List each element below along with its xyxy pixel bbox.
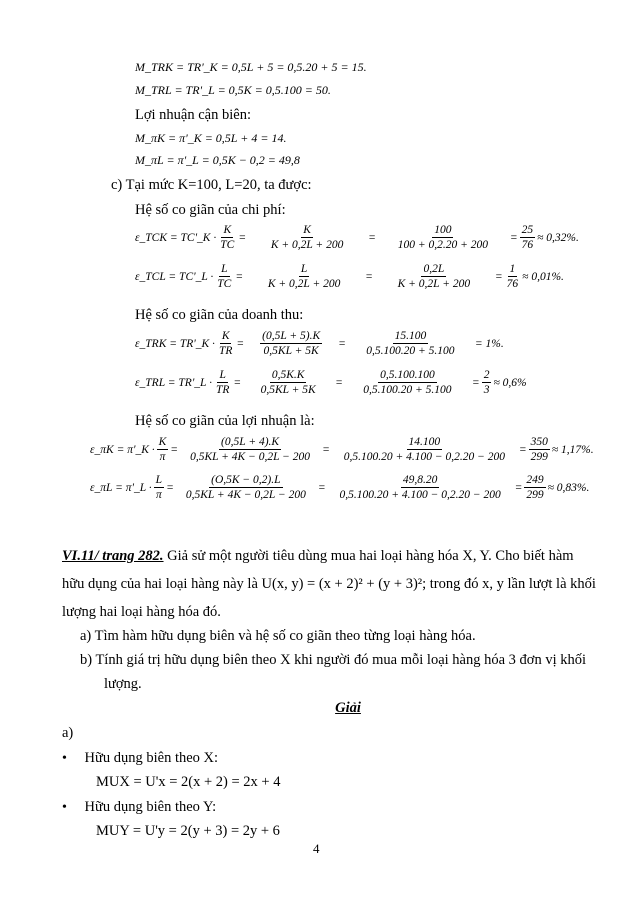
denominator: TC <box>220 239 235 251</box>
lhs: ε_TCL = TC'_L · <box>135 270 214 283</box>
bullet-item-mux <box>62 749 218 768</box>
result: ≈ 0,6% <box>493 376 527 389</box>
solution-title: Giải <box>335 700 361 716</box>
lhs: ε_TCK = TC'_K · <box>135 231 217 244</box>
denominator: 299 <box>530 451 548 463</box>
problem-text: Giả sử một người tiêu dùng mua hai loại hàng hóa X, Y. Cho biết hàm <box>163 548 574 564</box>
result: ≈ 1,17%. <box>551 443 594 456</box>
elasticity-tcl-equation: ε_TCL = TC'_L · $\frac{L}{TC}$ = $\frac{L}{K + 0,2L + 200}$ = $\frac{0,2L}{K + 0,2L + 200}$ = $\frac{1}{76}$ ≈ 0,01%. <box>135 263 564 290</box>
numerator: 2 <box>483 369 490 381</box>
bullet-text: Hữu dụng biên theo Y: <box>84 799 217 815</box>
result: ≈ 0,01%. <box>522 270 564 283</box>
result: = 1%. <box>474 337 504 350</box>
lhs: ε_TRK = TR'_K · <box>135 337 215 350</box>
numerator: K <box>303 224 311 236</box>
mp-l-formula: M_πL = π'_L = 0,5K − 0,2 = 49,8 <box>135 153 300 167</box>
mr-l-formula: M_TRL = TR'_L = 0,5K = 0,5.100 = 50. <box>135 83 331 97</box>
result: ≈ 0,83%. <box>547 481 590 494</box>
problem-statement-line1 <box>62 547 574 565</box>
elasticity-pl-equation: ε_πL = π'_L · $\frac{L}{\pi}$ = $\frac{(O,5K - 0,2).L}{0,5KL + 4K - 0,2L - 200}$ = $\frac{49,8.20}{0,5.100.20 + 4.100 - 0,2.20 - 200}$ = $\frac{249}{299}$ ≈ 0,83%. <box>90 474 590 501</box>
numerator: 100 <box>434 224 452 236</box>
lhs: ε_πK = π'_K · <box>90 443 155 456</box>
denominator: 0,5KL + 5K <box>260 384 316 396</box>
bullet-text: Hữu dụng biên theo X: <box>84 750 219 766</box>
denominator: TR <box>218 345 233 357</box>
numerator: L <box>221 263 228 275</box>
part-a-label: a) <box>62 725 74 741</box>
lhs: ε_TRL = TR'_L · <box>135 376 212 389</box>
denominator: π <box>155 489 162 501</box>
numerator: 14.100 <box>408 436 441 448</box>
numerator: L <box>300 263 308 275</box>
denominator: K + 0,2L + 200 <box>397 278 471 290</box>
numerator: 0,2L <box>423 263 445 275</box>
denominator: 0,5KL + 4K − 0,2L − 200 <box>185 489 306 501</box>
denominator: 0,5.100.20 + 5.100 <box>363 384 452 396</box>
problem-ref: VI.11/ trang 282. <box>62 548 164 564</box>
denominator: K + 0,2L + 200 <box>270 239 344 251</box>
profit-elasticity-heading: Hệ số co giãn của lợi nhuận là: <box>135 413 315 429</box>
muy-formula: MUY = U'y = 2(y + 3) = 2y + 6 <box>96 823 280 839</box>
denominator: 0,5KL + 4K − 0,2L − 200 <box>190 451 311 463</box>
revenue-elasticity-heading: Hệ số co giãn của doanh thu: <box>135 307 304 323</box>
result: ≈ 0,32%. <box>537 231 579 244</box>
denominator: 100 + 0,2.20 + 200 <box>397 239 488 251</box>
numerator: 49,8.20 <box>402 474 438 486</box>
denominator: 76 <box>521 239 534 251</box>
lhs: ε_πL = π'_L · <box>90 481 152 494</box>
numerator: K <box>223 224 232 236</box>
numerator: L <box>219 369 226 381</box>
denominator: 76 <box>506 278 519 290</box>
denominator: 3 <box>483 384 490 396</box>
numerator: (O,5K − 0,2).L <box>211 474 281 486</box>
numerator: 350 <box>530 436 548 448</box>
numerator: 15.100 <box>394 330 427 342</box>
profit-heading: Lợi nhuận cận biên: <box>135 107 251 123</box>
bullet-icon: • <box>62 751 67 766</box>
denominator: 0,5.100.20 + 4.100 − 0,2.20 − 200 <box>343 451 505 463</box>
denominator: 0,5.100.20 + 5.100 <box>366 345 455 357</box>
cost-elasticity-heading: Hệ số co giãn của chi phí: <box>135 202 286 218</box>
denominator: 0,5.100.20 + 4.100 − 0,2.20 − 200 <box>339 489 501 501</box>
denominator: 0,5KL + 5K <box>263 345 319 357</box>
numerator: K <box>221 330 230 342</box>
bullet-item-muy <box>62 798 216 817</box>
bullet-icon: • <box>62 800 67 815</box>
elasticity-pk-equation: ε_πK = π'_K · $\frac{K}{\pi}$ = $\frac{(0,5L + 4).K}{0,5KL + 4K - 0,2L - 200}$ = $\frac{14.100}{0,5.100.20 + 4.100 - 0,2.20 - 200}$ = $\frac{350}{299}$ ≈ 1,17%. <box>90 436 594 463</box>
denominator: TC <box>217 278 232 290</box>
numerator: 25 <box>521 224 534 236</box>
problem-item-a: a) Tìm hàm hữu dụng biên và hệ số co giãn theo từng loại hàng hóa. <box>80 628 476 644</box>
numerator: (0,5L + 4).K <box>221 436 280 448</box>
denominator: π <box>159 451 166 463</box>
elasticity-trl-equation: ε_TRL = TR'_L · $\frac{L}{TR}$ = $\frac{0,5K.K}{0,5KL + 5K}$ = $\frac{0,5.100.100}{0,5.100.20 + 5.100}$ = $\frac{2}{3}$ ≈ 0,6% <box>135 369 527 396</box>
numerator: 1 <box>509 263 516 275</box>
mr-k-formula: M_TRK = TR'_K = 0,5L + 5 = 0,5.20 + 5 = 15. <box>135 60 367 74</box>
numerator: L <box>155 474 163 486</box>
mux-formula: MUX = U'x = 2(x + 2) = 2x + 4 <box>96 774 281 790</box>
numerator: 0,5.100.100 <box>380 369 435 381</box>
numerator: K <box>158 436 167 448</box>
problem-statement-line2: hữu dụng của hai loại hàng này là U(x, y) = (x + 2)² + (y + 3)²; trong đó x, y lần lượt là khối <box>62 576 596 592</box>
elasticity-trk-equation: ε_TRK = TR'_K · $\frac{K}{TR}$ = $\frac{(0,5L + 5).K}{0,5KL + 5K}$ = $\frac{15.100}{0,5.100.20 + 5.100}$ = 1%. <box>135 330 504 357</box>
numerator: 249 <box>526 474 544 486</box>
denominator: TR <box>215 384 230 396</box>
page-number: 4 <box>313 841 320 856</box>
problem-statement-line3: lượng hai loại hàng hóa đó. <box>62 604 221 620</box>
problem-item-b-line2: lượng. <box>104 676 142 692</box>
numerator: 0,5K.K <box>271 369 305 381</box>
denominator: 299 <box>526 489 544 501</box>
elasticity-tck-equation: ε_TCK = TC'_K · $\frac{K}{TC}$ = $\frac{K}{K + 0,2L + 200}$ = $\frac{100}{100 + 0,2.20 + 200}$ = $\frac{25}{76}$ ≈ 0,32%. <box>135 224 579 251</box>
numerator: (0,5L + 5).K <box>262 330 321 342</box>
denominator: K + 0,2L + 200 <box>267 278 341 290</box>
mp-k-formula: M_πK = π'_K = 0,5L + 4 = 14. <box>135 131 287 145</box>
section-c: c) Tại mức K=100, L=20, ta được: <box>111 177 312 193</box>
problem-item-b-line1: b) Tính giá trị hữu dụng biên theo X khi người đó mua mỗi loại hàng hóa 3 đơn vị khối <box>80 652 587 668</box>
